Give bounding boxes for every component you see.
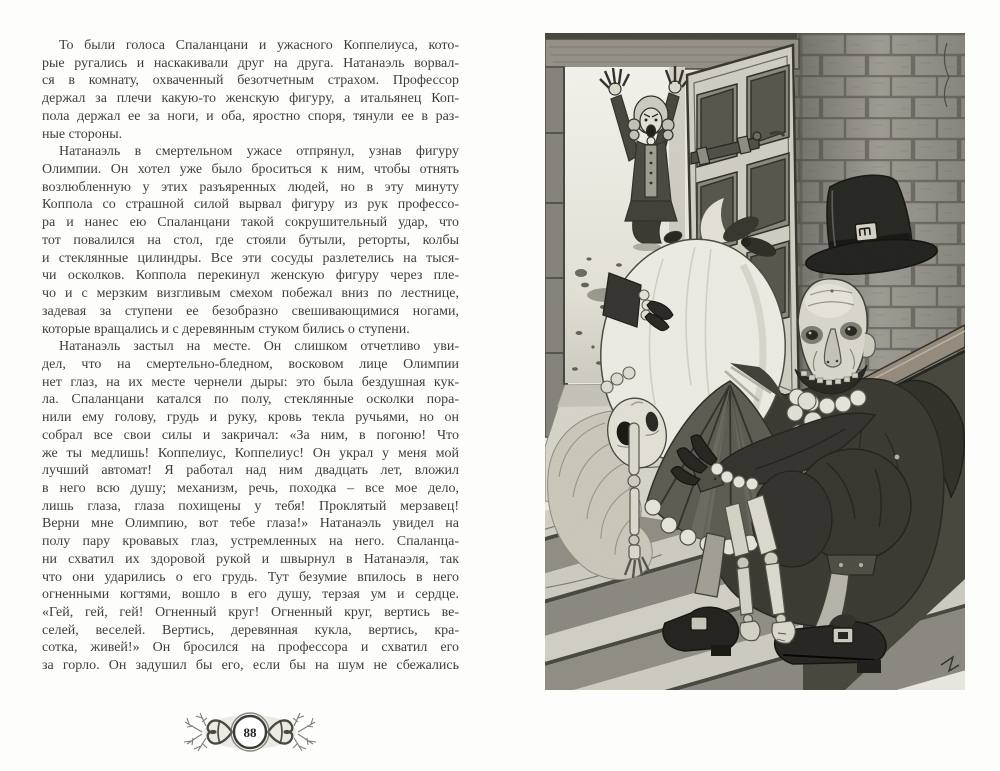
text-line: чи осколков. Коппола перекинул женскую фигуру через пле-	[42, 268, 459, 284]
text-line: селей, веселей. Вертись, деревянная кукла, вертись, кра-	[42, 622, 459, 638]
text-line: и стеклянные цилиндры. Все эти сосуды разлетелись на тыся-	[42, 250, 459, 266]
text-column	[42, 37, 459, 675]
text-line: Натанаэль в смертельном ужасе отпрянул, узнав фигуру	[59, 144, 459, 160]
text-line: же ты медлишь! Коппелиус, Коппелиус! Он украл у меня мой	[42, 445, 459, 461]
text-line: нили ему голову, грудь и руку, кровь текла ручьями, но он	[42, 410, 459, 426]
text-line: полу пару кровавых глаз, устремленных на него. Спаланца-	[42, 534, 459, 550]
text-line: Верни мне Олимпию, вот тебе глаза!» Натанаэль увидел на	[42, 516, 459, 532]
text-line: что они ударились о его грудь. Тут безумие впилось в него	[42, 569, 459, 585]
book-illustration	[545, 33, 965, 690]
text-line: ла. Спаланцани катался по полу, стеклянные осколки пора-	[42, 392, 459, 408]
text-line: собрал все свои силы и закричал: «За ним, в погоню! Что	[42, 427, 459, 443]
page-number: 88	[243, 725, 257, 740]
text-line: Натанаэль застыл на месте. Он слишком отчетливо уви-	[59, 339, 459, 355]
text-line: которые вращались и с деревянным стуком бились о ступени.	[42, 321, 410, 337]
text-line: ные стороны.	[42, 126, 123, 142]
text-line: ся в комнату, охваченный безотчетным страхом. Профессор	[42, 73, 459, 89]
text-line: нет глаз, на их месте чернели дыры: это была бездушная кук-	[42, 374, 459, 390]
text-line: рые ругались и наскакивали друг на друга. Натанаэль ворвал-	[42, 55, 459, 71]
text-line: лучший автомат! Я работал над ним двадцать лет, вложил	[42, 463, 459, 479]
text-line: тот повалился на стол, где стояли бутыли, реторты, колбы	[42, 232, 459, 248]
text-line: задевая за ступени ее безобразно свешивающимися ногами,	[42, 303, 459, 319]
text-line: в него всю душу; механизм, речь, походка – все мое дело,	[42, 480, 459, 496]
text-line: пола держал ее за ноги, и оба, яростно споря, тянули ее в раз-	[42, 108, 459, 124]
page-number-ornament	[176, 704, 324, 760]
text-line: дел, что на смертельно-бледном, восковом лице Олимпии	[42, 356, 459, 372]
text-line: «Гей, гей, гей! Огненный круг! Огненный круг, вертись ве-	[42, 605, 459, 620]
text-line: чо и с мерзким визгливым смехом побежал вниз по лестнице,	[42, 286, 459, 302]
text-line: лишь глаза, глаза похищены у тебя! Проклятый мерзавец!	[42, 498, 459, 514]
text-line: То были голоса Спаланцани и ужасного Коппелиуса, кото-	[59, 38, 459, 53]
text-line: Олимпии. Он хотел уже было броситься к ним, чтобы отнять	[42, 162, 459, 178]
text-line: за горло. Он задушил бы его, если бы на шум не сбежались	[42, 658, 459, 674]
text-line: возлюбленную у этих разъяренных людей, но в эту минуту	[42, 179, 459, 195]
text-line: держал за плечи какую-то женскую фигуру, а итальянец Коп-	[42, 91, 459, 107]
text-line: Коппола со страшной силой вырвал фигуру из рук профессо-	[42, 197, 459, 213]
text-line: огненными когтями, вошло в его душу, терзая ум и сердце.	[42, 587, 459, 603]
text-line: ни схватил их здоровой рукой и швырнул в Натанаэля, так	[42, 551, 459, 567]
text-line: ра и нанес ею Спаланцани такой сокрушительный удар, что	[42, 215, 459, 231]
text-line: сотка, живей!» Он бросился на профессора и схватил его	[42, 640, 459, 656]
pencil-grain-texture	[545, 33, 965, 690]
